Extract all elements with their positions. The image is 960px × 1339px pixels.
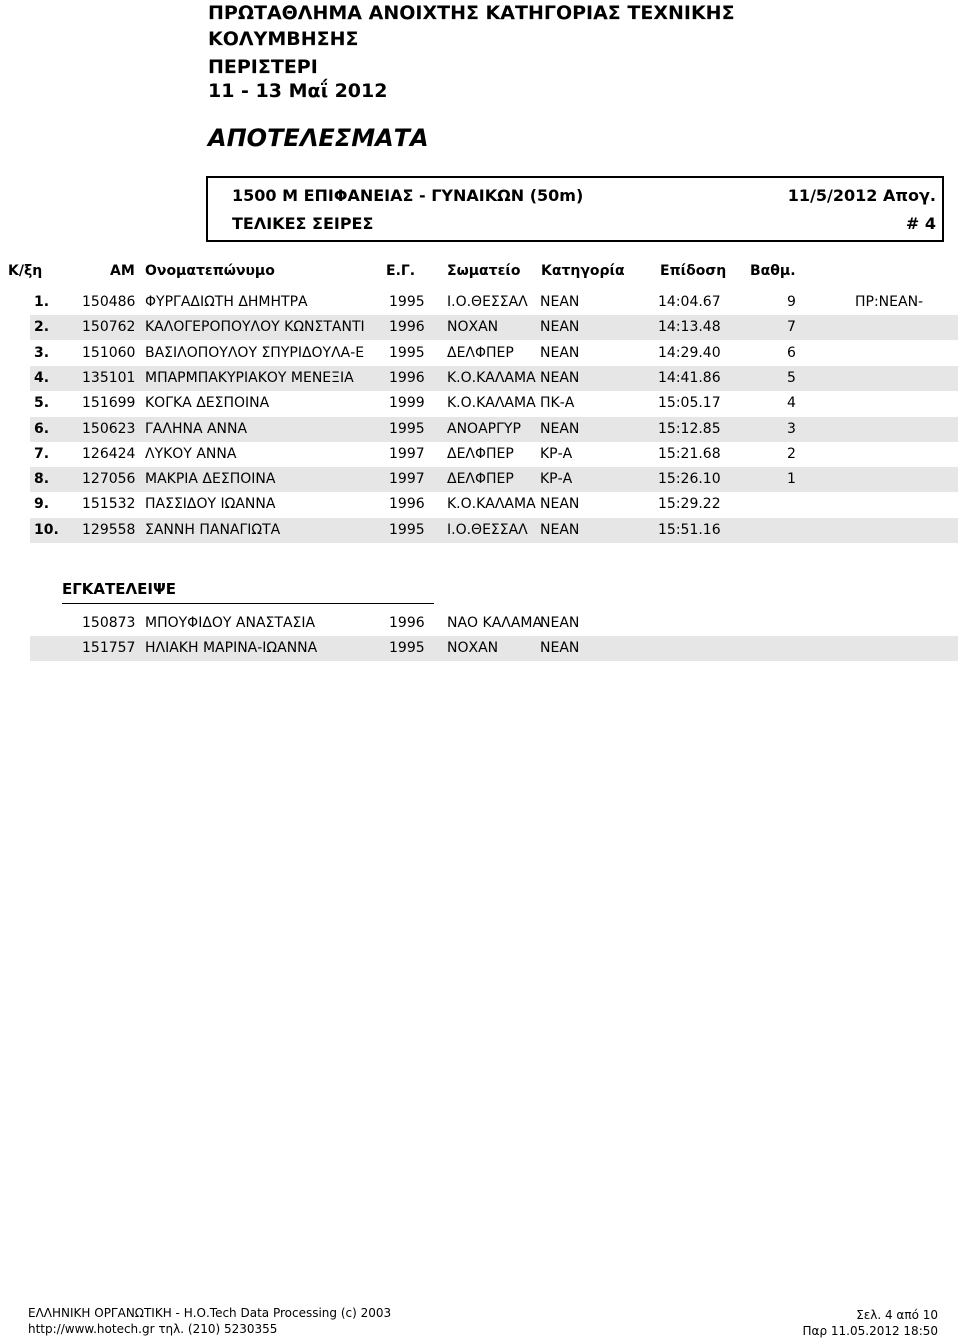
cell-club: ΔΕΛΦΠΕΡ bbox=[447, 344, 514, 361]
cell-points: 7 bbox=[787, 319, 796, 336]
cell-am: 151060 bbox=[82, 344, 136, 361]
cell-category: ΠΚ-Α bbox=[540, 395, 575, 412]
cell-name: ΜΠΑΡΜΠΑΚΥΡΙΑΚΟΥ ΜΕΝΕΞΙΑ bbox=[145, 369, 354, 386]
cell-name: ΜΑΚΡΙΑ ΔΕΣΠΟΙΝΑ bbox=[145, 471, 276, 488]
cell-category: ΚΡ-Α bbox=[540, 471, 573, 488]
event-number: # 4 bbox=[905, 214, 936, 233]
cell-time: 15:12.85 bbox=[658, 420, 721, 437]
col-category: Κατηγορία bbox=[541, 263, 625, 279]
table-row bbox=[30, 518, 958, 543]
cell-club: ΔΕΛΦΠΕΡ bbox=[447, 445, 514, 462]
cell-club: ΝΟΧΑΝ bbox=[447, 640, 499, 657]
table-row bbox=[30, 492, 958, 517]
table-row bbox=[30, 467, 958, 492]
cell-year: 1996 bbox=[389, 615, 425, 631]
cell-club: ΑΝΟΑΡΓΥΡ bbox=[447, 420, 521, 437]
col-name: Ονοματεπώνυμο bbox=[145, 263, 275, 279]
cell-points: 3 bbox=[787, 420, 796, 437]
cell-year: 1997 bbox=[389, 445, 425, 462]
col-year: Ε.Γ. bbox=[386, 263, 416, 279]
cell-am: 151699 bbox=[82, 395, 136, 412]
withdrawn-row bbox=[30, 636, 958, 661]
event-name: 1500 Μ ΕΠΙΦΑΝΕΙΑΣ - ΓΥΝΑΙΚΩΝ (50m) bbox=[232, 186, 584, 205]
cell-rank: 8. bbox=[34, 471, 50, 488]
cell-category: ΚΡ-Α bbox=[540, 445, 573, 462]
table-row bbox=[30, 315, 958, 340]
footer-timestamp: Παρ 11.05.2012 18:50 bbox=[802, 1324, 938, 1338]
cell-club: Κ.Ο.ΚΑΛΑΜΑ bbox=[447, 395, 536, 412]
table-row bbox=[30, 341, 958, 366]
cell-category: ΝΕΑΝ bbox=[540, 615, 580, 631]
cell-rank: 4. bbox=[34, 369, 50, 386]
dates: 11 - 13 Μαΐ 2012 bbox=[208, 80, 388, 102]
cell-year: 1995 bbox=[389, 640, 425, 657]
championship-title-line2: ΚΟΛΥΜΒΗΣΗΣ bbox=[208, 28, 359, 50]
cell-name: ΦΥΡΓΑΔΙΩΤΗ ΔΗΜΗΤΡΑ bbox=[145, 294, 308, 310]
cell-points: 1 bbox=[787, 471, 796, 488]
cell-points: 5 bbox=[787, 369, 796, 386]
withdrawn-row bbox=[30, 611, 958, 636]
cell-am: 150486 bbox=[82, 294, 136, 310]
cell-year: 1995 bbox=[389, 344, 425, 361]
cell-rank: 5. bbox=[34, 395, 50, 412]
col-rank: Κ/ξη bbox=[8, 263, 43, 279]
cell-rank: 10. bbox=[34, 521, 59, 538]
cell-year: 1997 bbox=[389, 471, 425, 488]
cell-points: 2 bbox=[787, 445, 796, 462]
cell-am: 150762 bbox=[82, 319, 136, 336]
championship-title: ΠΡΩΤΑΘΛΗΜΑ ΑΝΟΙΧΤΗΣ ΚΑΤΗΓΟΡΙΑΣ ΤΕΧΝΙΚΗΣ bbox=[208, 2, 735, 24]
event-round: ΤΕΛΙΚΕΣ ΣΕΙΡΕΣ bbox=[232, 214, 374, 233]
cell-club: Κ.Ο.ΚΑΛΑΜΑ bbox=[447, 496, 536, 513]
cell-time: 14:13.48 bbox=[658, 319, 721, 336]
cell-category: ΝΕΑΝ bbox=[540, 640, 580, 657]
col-points: Βαθμ. bbox=[750, 263, 796, 279]
cell-am: 127056 bbox=[82, 471, 136, 488]
cell-name: ΗΛΙΑΚΗ ΜΑΡΙΝΑ-ΙΩΑΝΝΑ bbox=[145, 640, 318, 657]
cell-am: 151532 bbox=[82, 496, 136, 513]
col-club: Σωματείο bbox=[447, 263, 521, 279]
withdrawn-title: ΕΓΚΑΤΕΛΕΙΨΕ bbox=[62, 580, 176, 598]
cell-club: ΝΟΧΑΝ bbox=[447, 319, 499, 336]
cell-rank: 2. bbox=[34, 319, 50, 336]
results-heading: ΑΠΟΤΕΛΕΣΜΑΤΑ bbox=[208, 124, 429, 152]
cell-year: 1996 bbox=[389, 496, 425, 513]
cell-category: ΝΕΑΝ bbox=[540, 521, 580, 538]
cell-club: ΔΕΛΦΠΕΡ bbox=[447, 471, 514, 488]
cell-rank: 7. bbox=[34, 445, 50, 462]
cell-rank: 3. bbox=[34, 344, 50, 361]
cell-am: 129558 bbox=[82, 521, 136, 538]
cell-time: 15:05.17 bbox=[658, 395, 721, 412]
cell-club: Κ.Ο.ΚΑΛΑΜΑ bbox=[447, 369, 536, 386]
cell-category: ΝΕΑΝ bbox=[540, 420, 580, 437]
cell-am: 126424 bbox=[82, 445, 136, 462]
cell-year: 1995 bbox=[389, 420, 425, 437]
cell-name: ΠΑΣΣΙΔΟΥ ΙΩΑΝΝΑ bbox=[145, 496, 276, 513]
cell-rank: 9. bbox=[34, 496, 50, 513]
event-date: 11/5/2012 Απογ. bbox=[787, 186, 936, 205]
cell-year: 1995 bbox=[389, 294, 425, 310]
event-box bbox=[206, 176, 944, 242]
withdrawn-underline bbox=[62, 603, 434, 604]
cell-time: 14:41.86 bbox=[658, 369, 721, 386]
cell-name: ΛΥΚΟΥ ΑΝΝΑ bbox=[145, 445, 237, 462]
cell-year: 1996 bbox=[389, 369, 425, 386]
cell-points: 9 bbox=[787, 294, 796, 310]
cell-name: ΣΑΝΝΗ ΠΑΝΑΓΙΩΤΑ bbox=[145, 521, 281, 538]
cell-name: ΜΠΟΥΦΙΔΟΥ ΑΝΑΣΤΑΣΙΑ bbox=[145, 615, 316, 631]
col-time: Επίδοση bbox=[660, 263, 727, 279]
cell-year: 1999 bbox=[389, 395, 425, 412]
cell-time: 15:21.68 bbox=[658, 445, 721, 462]
cell-time: 15:29.22 bbox=[658, 496, 721, 513]
cell-name: ΒΑΣΙΛΟΠΟΥΛΟΥ ΣΠΥΡΙΔΟΥΛΑ-Ε bbox=[145, 344, 365, 361]
cell-club: Ι.Ο.ΘΕΣΣΑΛ bbox=[447, 294, 528, 310]
cell-club: ΝΑΟ ΚΑΛΑΜΑ bbox=[447, 615, 543, 631]
cell-am: 150873 bbox=[82, 615, 136, 631]
cell-time: 15:26.10 bbox=[658, 471, 721, 488]
table-row bbox=[30, 366, 958, 391]
cell-points: 6 bbox=[787, 344, 796, 361]
cell-name: ΚΟΓΚΑ ΔΕΣΠΟΙΝΑ bbox=[145, 395, 270, 412]
cell-time: 15:51.16 bbox=[658, 521, 721, 538]
cell-name: ΓΑΛΗΝΑ ΑΝΝΑ bbox=[145, 420, 248, 437]
cell-year: 1996 bbox=[389, 319, 425, 336]
cell-time: 14:04.67 bbox=[658, 294, 721, 310]
cell-points: 4 bbox=[787, 395, 796, 412]
cell-year: 1995 bbox=[389, 521, 425, 538]
cell-name: ΚΑΛΟΓΕΡΟΠΟΥΛΟΥ ΚΩΝΣΤΑΝΤΙ bbox=[145, 319, 365, 336]
cell-category: ΝΕΑΝ bbox=[540, 319, 580, 336]
col-am: ΑΜ bbox=[110, 263, 135, 279]
table-row bbox=[30, 290, 958, 315]
cell-rank: 6. bbox=[34, 420, 50, 437]
cell-club: Ι.Ο.ΘΕΣΣΑΛ bbox=[447, 521, 528, 538]
cell-category: ΝΕΑΝ bbox=[540, 344, 580, 361]
footer-company: ΕΛΛΗΝΙΚΗ ΟΡΓΑΝΩΤΙΚΗ - Η.Ο.Tech Data Processing (c) 2003 bbox=[28, 1306, 392, 1320]
cell-category: ΝΕΑΝ bbox=[540, 369, 580, 386]
cell-am: 150623 bbox=[82, 420, 136, 437]
cell-note: ΠΡ:ΝΕΑΝ- bbox=[855, 294, 924, 310]
table-row bbox=[30, 391, 958, 416]
cell-rank: 1. bbox=[34, 294, 50, 310]
venue: ΠΕΡΙΣΤΕΡΙ bbox=[208, 56, 318, 78]
footer-page: Σελ. 4 από 10 bbox=[856, 1308, 938, 1322]
cell-time: 14:29.40 bbox=[658, 344, 721, 361]
table-row bbox=[30, 442, 958, 467]
cell-category: ΝΕΑΝ bbox=[540, 496, 580, 513]
footer-contact: http://www.hotech.gr τηλ. (210) 5230355 bbox=[28, 1322, 278, 1336]
cell-category: ΝΕΑΝ bbox=[540, 294, 580, 310]
cell-am: 135101 bbox=[82, 369, 136, 386]
table-row bbox=[30, 417, 958, 442]
cell-am: 151757 bbox=[82, 640, 136, 657]
